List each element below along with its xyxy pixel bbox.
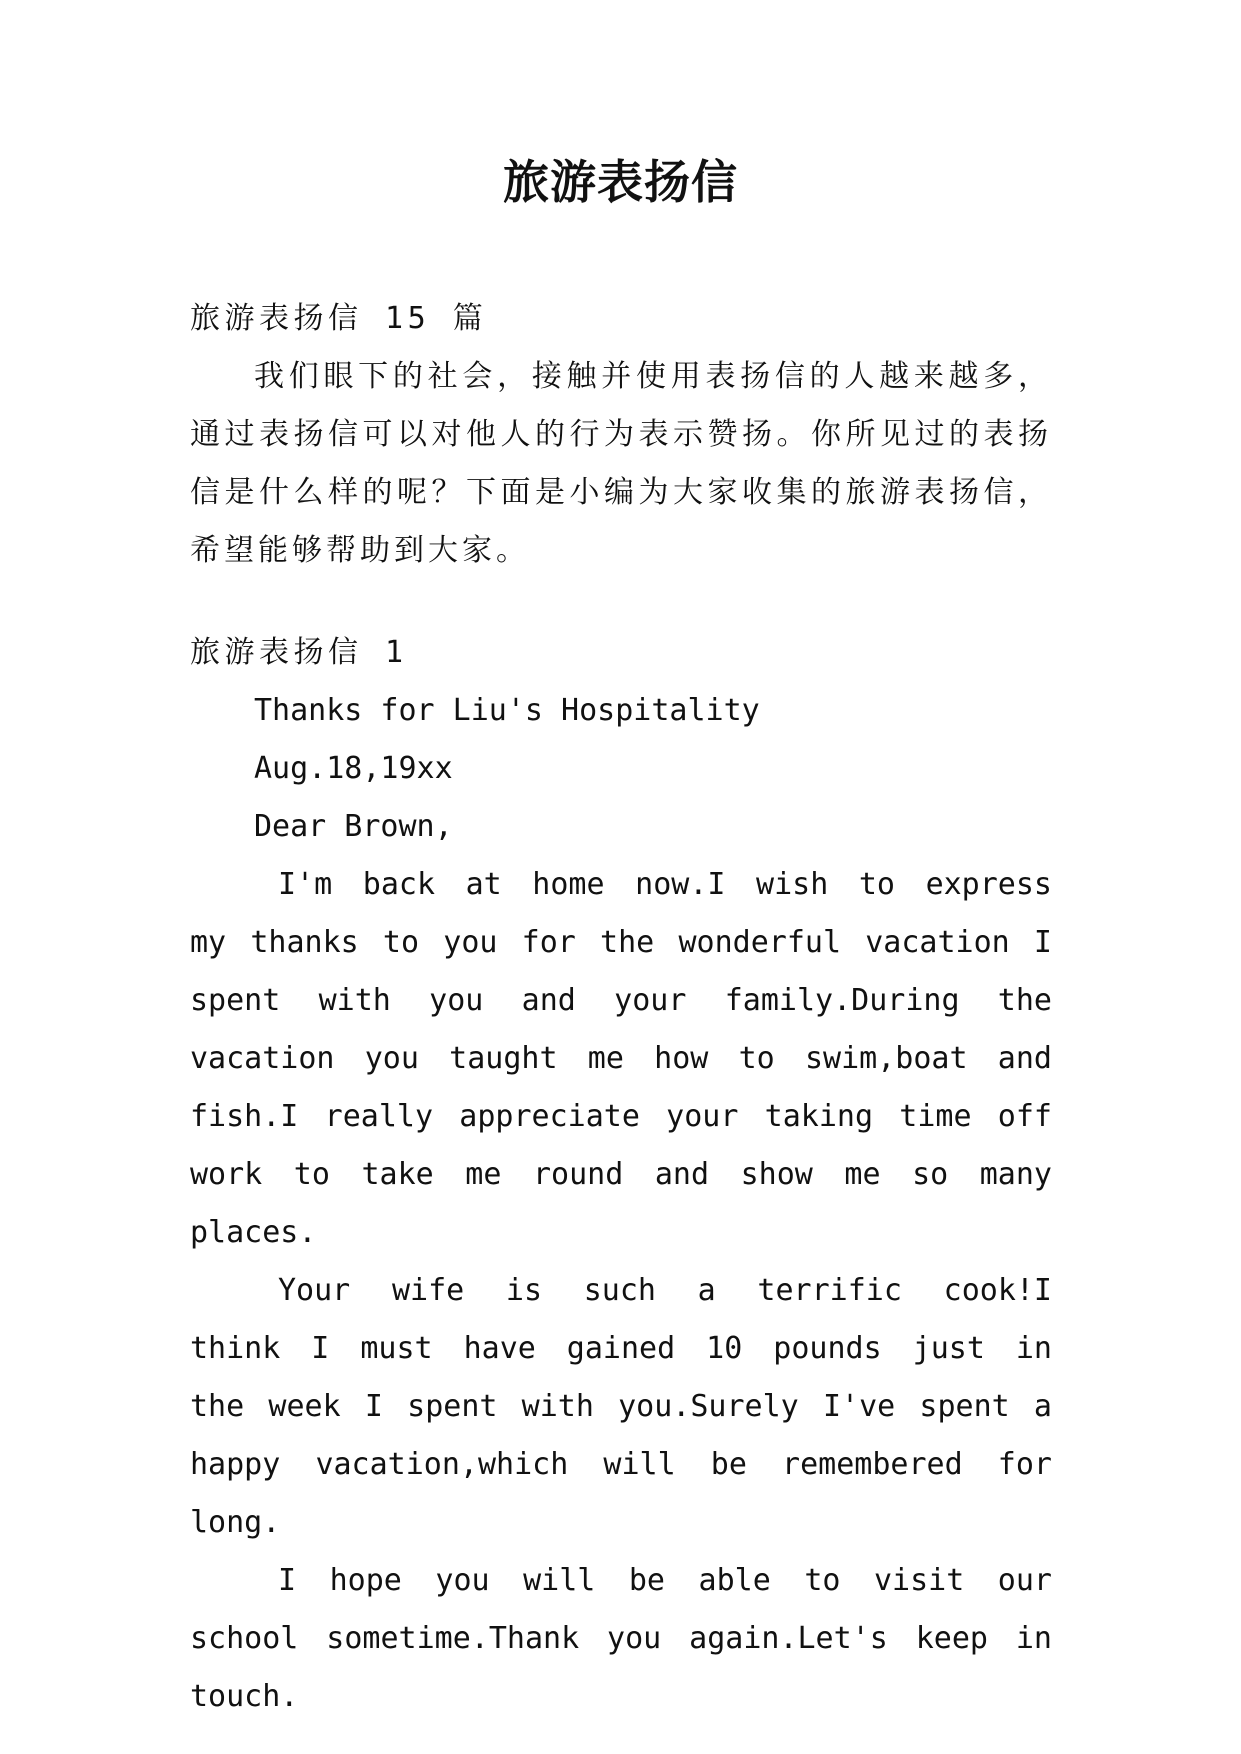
document-title: 旅游表扬信 bbox=[503, 155, 738, 209]
letter-paragraph: I'm back at home now.I wish to express my thanks to you for the wonderful vacation I spent with you and your family.During the vacation you taught me how to swim,boat and fish.I really appreciate your taking time off work to take me round and show me so many places. bbox=[190, 867, 1052, 1250]
document-subtitle: 旅游表扬信 15 篇 bbox=[190, 301, 488, 336]
letter-date: Aug.18,19xx bbox=[254, 751, 453, 786]
section-gap bbox=[190, 580, 1052, 624]
document-body bbox=[190, 290, 1052, 1726]
letter-heading: Thanks for Liu's Hospitality bbox=[254, 693, 760, 728]
letter-paragraph: I hope you will be able to visit our school sometime.Thank you again.Let's keep in touch. bbox=[190, 1563, 1052, 1714]
letter-salutation: Dear Brown, bbox=[254, 809, 453, 844]
section-heading: 旅游表扬信 1 bbox=[190, 635, 408, 670]
intro-paragraph: 我们眼下的社会，接触并使用表扬信的人越来越多，通过表扬信可以对他人的行为表示赞扬。你所见过的表扬信是什么样的呢？下面是小编为大家收集的旅游表扬信，希望能够帮助到大家。 bbox=[190, 359, 1052, 568]
letter-paragraph: Your wife is such a terrific cook!I think I must have gained 10 pounds just in the week I spent with you.Surely I've spent a happy vacation,which will be remembered for long. bbox=[190, 1273, 1052, 1540]
